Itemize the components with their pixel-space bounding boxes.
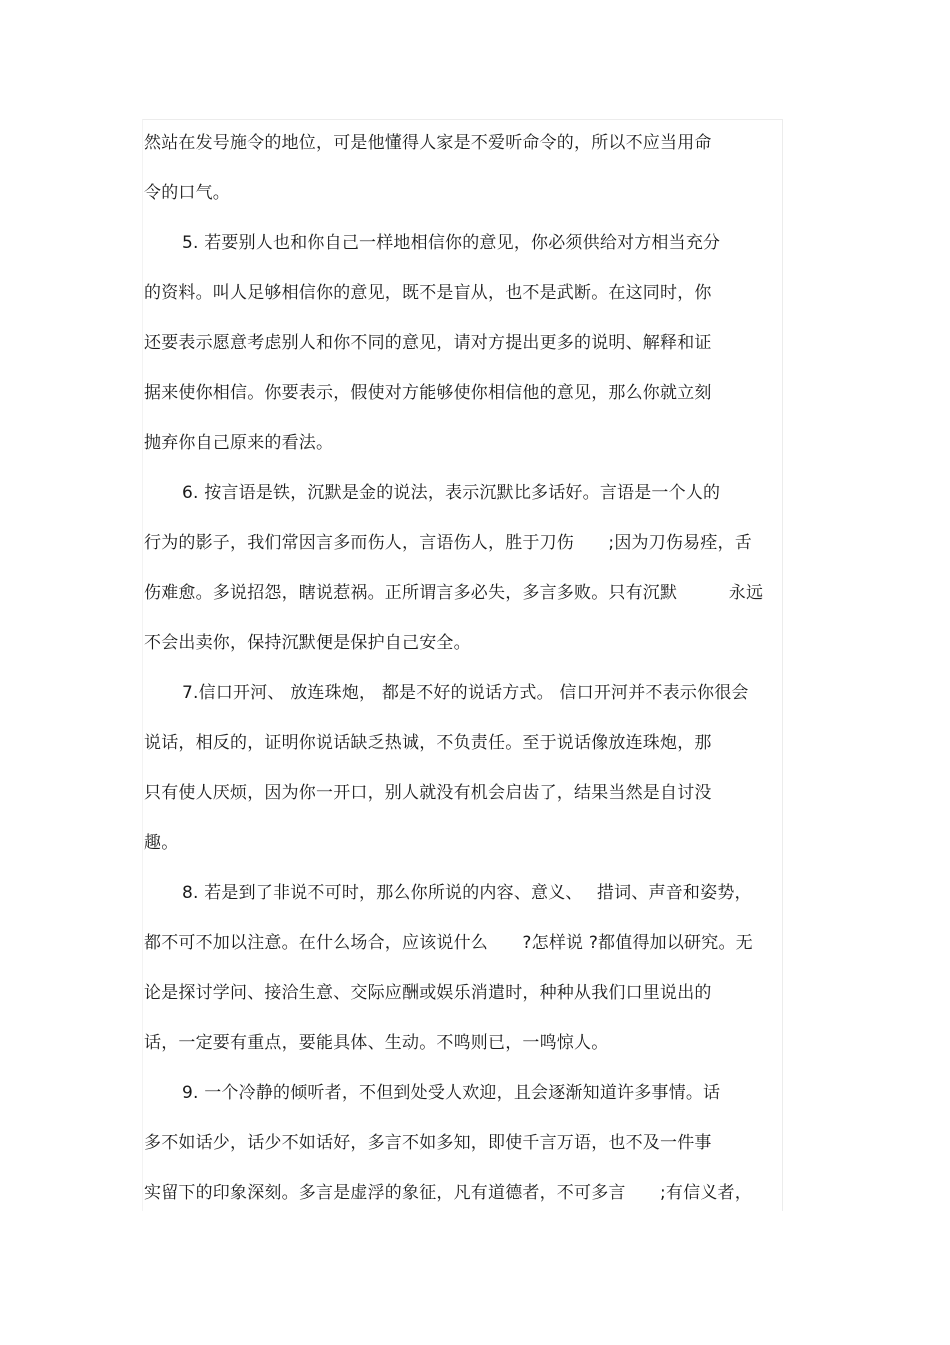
text-line: 趣。: [144, 833, 179, 853]
text-line: 行为的影子，我们常因言多而伤人，言语伤人，胜于刀伤 ;因为刀伤易痊，舌: [144, 533, 752, 553]
text-line: 5. 若要别人也和你自己一样地相信你的意见，你必须供给对方相当充分: [182, 233, 721, 253]
document-body: [144, 118, 784, 1218]
text-line: 伤难愈。多说招怨，瞎说惹祸。正所谓言多必失，多言多败。只有沉默 永远: [144, 583, 764, 603]
text-line: 6. 按言语是铁，沉默是金的说法，表示沉默比多话好。言语是一个人的: [182, 483, 721, 503]
text-line: 的资料。叫人足够相信你的意见，既不是盲从，也不是武断。在这同时，你: [144, 283, 712, 303]
text-line: 论是探讨学问、接洽生意、交际应酬或娱乐消遣时，种种从我们口里说出的: [144, 983, 712, 1003]
text-line: 都不可不加以注意。在什么场合，应该说什么 ?怎样说 ?都值得加以研究。无: [144, 933, 753, 953]
text-line: 7.信口开河、 放连珠炮， 都是不好的说话方式。 信口开河并不表示你很会: [182, 683, 749, 703]
text-line: 实留下的印象深刻。多言是虚浮的象征，凡有道德者，不可多言 ;有信义者，: [144, 1183, 752, 1203]
text-line: 不会出卖你，保持沉默便是保护自己安全。: [144, 633, 471, 653]
text-line: 只有使人厌烦，因为你一开口，别人就没有机会启齿了，结果当然是自讨没: [144, 783, 712, 803]
text-line: 然站在发号施令的地位，可是他懂得人家是不爱听命令的，所以不应当用命: [144, 133, 712, 153]
text-line: 说话，相反的，证明你说话缺乏热诚，不负责任。至于说话像放连珠炮，那: [144, 733, 712, 753]
text-line: 令的口气。: [144, 183, 230, 203]
text-line: 抛弃你自己原来的看法。: [144, 433, 334, 453]
text-line: 8. 若是到了非说不可时，那么你所说的内容、意义、 措词、声音和姿势，: [182, 883, 752, 903]
text-line: 9. 一个冷静的倾听者，不但到处受人欢迎，且会逐渐知道许多事情。话: [182, 1083, 721, 1103]
text-line: 据来使你相信。你要表示，假使对方能够使你相信他的意见，那么你就立刻: [144, 383, 712, 403]
text-line: 多不如话少，话少不如话好，多言不如多知，即使千言万语，也不及一件事: [144, 1133, 712, 1153]
text-line: 话，一定要有重点，要能具体、生动。不鸣则已，一鸣惊人。: [144, 1033, 609, 1053]
text-line: 还要表示愿意考虑别人和你不同的意见，请对方提出更多的说明、解释和证: [144, 333, 712, 353]
